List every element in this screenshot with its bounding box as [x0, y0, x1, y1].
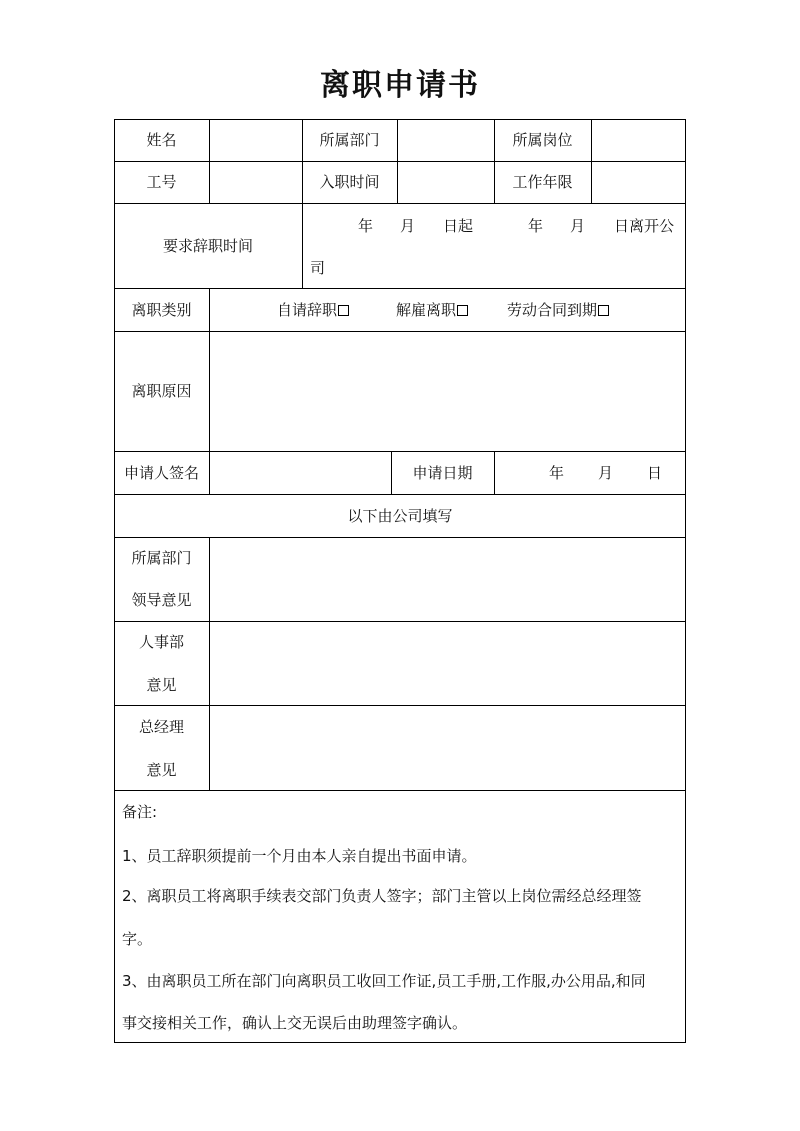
applicant-signature-field[interactable] — [210, 452, 391, 494]
day-from-text: 日起 — [443, 217, 474, 235]
option-dismissal-label: 解雇离职 — [396, 301, 457, 319]
checkbox-icon[interactable] — [457, 305, 468, 316]
gm-opinion-field[interactable] — [210, 706, 685, 790]
entry-date-field[interactable] — [398, 162, 494, 203]
year-text: 年 — [528, 217, 544, 235]
name-label: 姓名 — [146, 131, 177, 149]
grid-line — [114, 790, 686, 791]
note-item: 字。 — [122, 930, 153, 948]
apply-date-field[interactable] — [495, 452, 685, 494]
label-line: 所属部门 — [131, 549, 192, 567]
label-line: 领导意见 — [131, 591, 192, 609]
resign-reason-label: 离职原因 — [131, 382, 192, 400]
resign-time-field[interactable] — [303, 204, 685, 288]
label-line: 人事部 — [138, 633, 184, 651]
checkbox-icon[interactable] — [598, 305, 609, 316]
entry-date-label: 入职时间 — [319, 173, 380, 191]
employee-id-field[interactable] — [210, 162, 302, 203]
month-text: 月 — [400, 217, 416, 235]
dept-leader-opinion-label — [114, 537, 209, 621]
year-text: 年 — [549, 464, 565, 482]
department-label: 所属部门 — [319, 131, 380, 149]
option-contract-expiry-label: 劳动合同到期 — [507, 301, 598, 319]
hr-opinion-label — [114, 621, 209, 705]
position-field[interactable] — [592, 120, 685, 161]
department-field[interactable] — [398, 120, 494, 161]
note-item: 2、离职员工将离职手续表交部门负责人签字；部门主管以上岗位需经总经理签 — [122, 887, 642, 905]
applicant-signature-label: 申请人签名 — [123, 463, 199, 482]
resign-type-label: 离职类别 — [131, 300, 192, 319]
day-leave-text: 日离开公 — [614, 217, 675, 235]
label-line: 意见 — [146, 761, 177, 779]
option-contract-expiry[interactable] — [507, 299, 609, 321]
resign-time-label: 要求辞职时间 — [162, 236, 253, 255]
year-text: 年 — [358, 217, 374, 235]
apply-date-label: 申请日期 — [412, 463, 473, 482]
note-item: 1、员工辞职须提前一个月由本人亲自提出书面申请。 — [122, 847, 477, 865]
position-label: 所属岗位 — [512, 131, 573, 149]
note-item: 事交接相关工作，确认上交无误后由助理签字确认。 — [122, 1014, 468, 1032]
option-dismissal[interactable] — [396, 299, 468, 321]
wrap-text: 司 — [310, 259, 326, 277]
label-line: 总经理 — [138, 718, 184, 736]
gm-opinion-label — [114, 705, 209, 790]
note-item: 3、由离职员工所在部门向离职员工收回工作证,员工手册,工作服,办公用品,和同 — [122, 972, 646, 990]
name-field[interactable] — [210, 120, 302, 161]
option-voluntary-label: 自请辞职 — [277, 301, 338, 319]
work-years-field[interactable] — [592, 162, 685, 203]
resign-type-options — [210, 289, 685, 331]
label-line: 意见 — [146, 676, 177, 694]
day-text: 日 — [647, 464, 663, 482]
month-text: 月 — [570, 217, 586, 235]
company-section-heading: 以下由公司填写 — [347, 506, 453, 525]
checkbox-icon[interactable] — [338, 305, 349, 316]
dept-leader-opinion-field[interactable] — [210, 538, 685, 621]
option-voluntary[interactable] — [277, 299, 349, 321]
notes-heading: 备注: — [122, 803, 158, 821]
employee-id-label: 工号 — [146, 173, 177, 191]
month-text: 月 — [598, 464, 614, 482]
hr-opinion-field[interactable] — [210, 622, 685, 705]
work-years-label: 工作年限 — [512, 173, 573, 191]
document-title: 离职申请书 — [320, 68, 480, 103]
resign-reason-field[interactable] — [210, 332, 685, 451]
